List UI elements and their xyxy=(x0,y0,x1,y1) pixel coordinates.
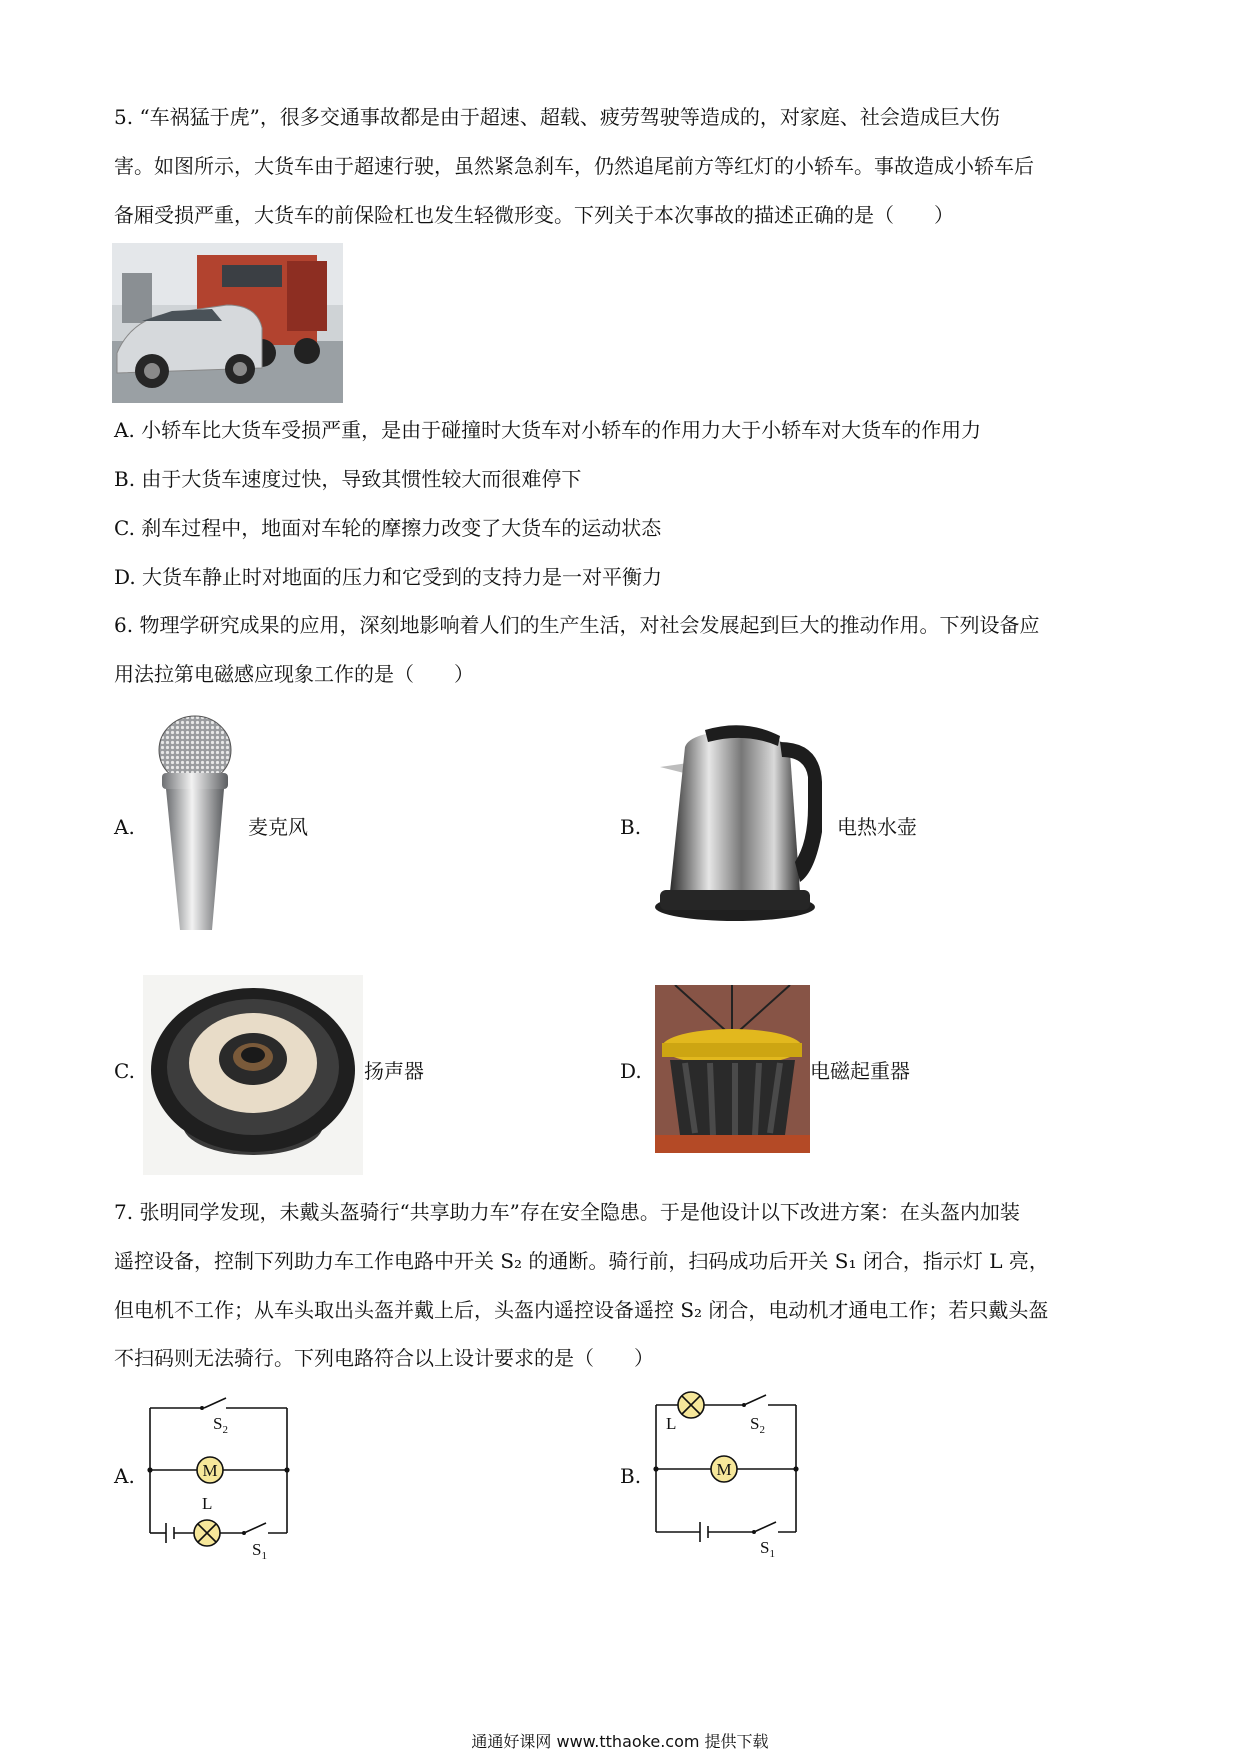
q5-option-c: C. 刹车过程中，地面对车轮的摩擦力改变了大货车的运动状态 xyxy=(114,516,662,540)
electromagnetic-crane-image xyxy=(655,985,810,1153)
circuit-diagram-b xyxy=(646,1382,806,1567)
q6-option-a-label: 麦克风 xyxy=(248,815,308,839)
switch-s1 xyxy=(754,1522,776,1532)
microphone-image xyxy=(150,715,240,935)
q7-stem-line-3: 但电机不工作；从车头取出头盔并戴上后，头盔内遥控设备遥控 S₂ 闭合，电动机才通电工作；若只戴头盔 xyxy=(114,1298,1049,1322)
q7-option-b-letter: B. xyxy=(620,1464,642,1488)
s1-label: $S_1$ xyxy=(760,1538,775,1560)
q6-stem-line-1: 6. 物理学研究成果的应用，深刻地影响着人们的生产生活，对社会发展起到巨大的推动作用。下列设备应 xyxy=(114,613,1040,637)
q6-option-c-label: 扬声器 xyxy=(364,1059,424,1083)
motor-label: M xyxy=(202,1461,218,1480)
switch-s2 xyxy=(204,1398,226,1408)
q7-stem-line-1: 7. 张明同学发现，未戴头盔骑行“共享助力车”存在安全隐患。于是他设计以下改进方案：在头盔内加装 xyxy=(114,1200,1020,1224)
lamp-label: L xyxy=(666,1414,677,1433)
q6-option-c-letter: C. xyxy=(114,1059,135,1083)
s2-label: $S_2$ xyxy=(750,1414,765,1436)
q6-option-b-label: 电热水壶 xyxy=(837,815,917,839)
q6-option-d-letter: D. xyxy=(620,1059,642,1083)
lamp-label: L xyxy=(202,1494,213,1513)
q6-option-b-letter: B. xyxy=(620,815,642,839)
q5-stem-line-2: 害。如图所示，大货车由于超速行驶，虽然紧急刹车，仍然追尾前方等红灯的小轿车。事故造成小轿车后 xyxy=(114,154,1034,178)
switch-s2 xyxy=(744,1395,766,1405)
q5-option-a: A. 小轿车比大货车受损严重，是由于碰撞时大货车对小轿车的作用力大于小轿车对大货车的作用力 xyxy=(114,418,982,442)
circuit-diagram-a xyxy=(140,1390,300,1565)
q6-option-d-label: 电磁起重器 xyxy=(810,1059,910,1083)
motor-label: M xyxy=(716,1460,732,1479)
page-footer: 通通好课网 www.tthaoke.com 提供下载 xyxy=(471,1732,769,1751)
q6-option-a-letter: A. xyxy=(114,815,135,839)
q6-stem-line-2: 用法拉第电磁感应现象工作的是（ ） xyxy=(114,662,474,686)
accident-photo xyxy=(112,243,343,403)
s1-label: $S_1$ xyxy=(252,1540,267,1562)
q5-stem-line-3: 备厢受损严重，大货车的前保险杠也发生轻微形变。下列关于本次事故的描述正确的是（ ） xyxy=(114,203,954,227)
electric-kettle-image xyxy=(650,722,830,927)
s2-label: $S_2$ xyxy=(213,1414,228,1436)
switch-s1 xyxy=(244,1523,266,1533)
q7-stem-line-4: 不扫码则无法骑行。下列电路符合以上设计要求的是（ ） xyxy=(114,1346,654,1370)
loudspeaker-image xyxy=(143,975,363,1175)
q5-option-d: D. 大货车静止时对地面的压力和它受到的支持力是一对平衡力 xyxy=(114,565,663,589)
q5-stem-line-1: 5. “车祸猛于虎”，很多交通事故都是由于超速、超载、疲劳驾驶等造成的，对家庭、社会造成巨大伤 xyxy=(114,105,1000,129)
q7-stem-line-2: 遥控设备，控制下列助力车工作电路中开关 S₂ 的通断。骑行前，扫码成功后开关 S₁ 闭合，指示灯 L 亮， xyxy=(114,1249,1049,1273)
q5-option-b: B. 由于大货车速度过快，导致其惯性较大而很难停下 xyxy=(114,467,582,491)
q7-option-a-letter: A. xyxy=(114,1464,135,1488)
